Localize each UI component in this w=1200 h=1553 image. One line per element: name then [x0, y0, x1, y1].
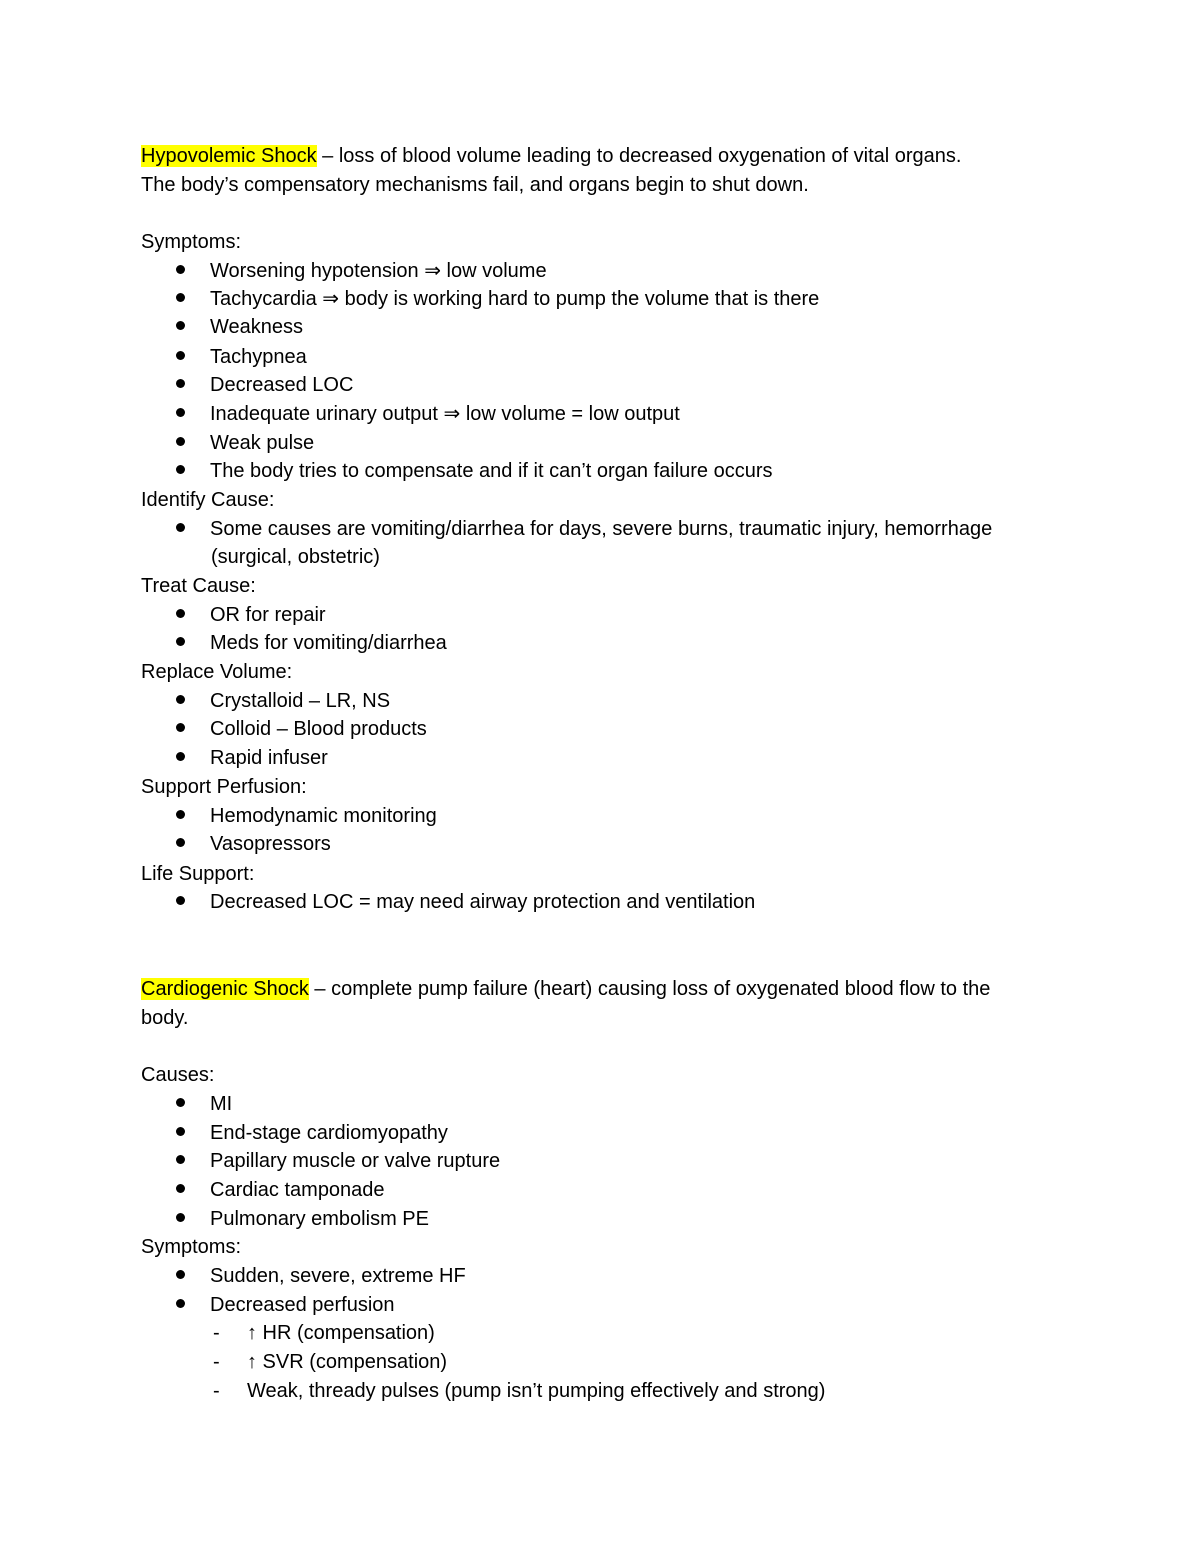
dash-icon: - [213, 1351, 220, 1373]
bullet-icon [176, 637, 185, 646]
replace-volume-label: Replace Volume: [141, 661, 293, 683]
list-item: Hemodynamic monitoring [176, 802, 437, 831]
hypovolemic-definition: – loss of blood volume leading to decreased oxygenation of vital organs. [316, 145, 962, 167]
dash-icon: - [213, 1322, 220, 1344]
list-item: Inadequate urinary output ⇒ low volume = low output [176, 400, 680, 429]
hypovolemic-heading [141, 142, 961, 171]
list-item: Sudden, severe, extreme HF [176, 1262, 466, 1291]
bullet-icon [176, 437, 185, 446]
bullet-icon [176, 293, 185, 302]
bullet-icon [176, 1213, 185, 1222]
bullet-icon [176, 523, 185, 532]
hypovolemic-term: Hypovolemic Shock [141, 145, 317, 167]
bullet-icon [176, 810, 185, 819]
cardiogenic-definition-cont: body. [141, 1007, 189, 1029]
sub-list-item: - ↑ SVR (compensation) [213, 1348, 447, 1377]
list-item: Decreased LOC = may need airway protection and ventilation [176, 888, 755, 917]
bullet-icon [176, 838, 185, 847]
cardiogenic-definition: – complete pump failure (heart) causing loss of oxygenated blood flow to the [308, 978, 991, 1000]
bullet-icon [176, 351, 185, 360]
bullet-icon [176, 1184, 185, 1193]
list-item: Vasopressors [176, 830, 331, 859]
treat-cause-label: Treat Cause: [141, 575, 256, 597]
symptoms-label: Symptoms: [141, 231, 242, 253]
bullet-icon [176, 896, 185, 905]
list-item: Tachypnea [176, 343, 307, 372]
bullet-icon [176, 1127, 185, 1136]
life-support-label: Life Support: [141, 863, 255, 885]
bullet-icon [176, 695, 185, 704]
list-item: Worsening hypotension ⇒ low volume [176, 257, 547, 286]
list-item: Weak pulse [176, 429, 314, 458]
list-item: Meds for vomiting/diarrhea [176, 629, 447, 658]
sub-list-item: - ↑ HR (compensation) [213, 1319, 435, 1348]
support-perfusion-label: Support Perfusion: [141, 776, 307, 798]
identify-cause-label: Identify Cause: [141, 489, 275, 511]
cardiogenic-term: Cardiogenic Shock [141, 978, 309, 1000]
list-item: End-stage cardiomyopathy [176, 1119, 448, 1148]
causes-label: Causes: [141, 1064, 215, 1086]
symptoms-label: Symptoms: [141, 1236, 242, 1258]
list-item: MI [176, 1090, 232, 1119]
list-item: Crystalloid – LR, NS [176, 687, 390, 716]
bullet-icon [176, 408, 185, 417]
bullet-icon [176, 1155, 185, 1164]
list-item: Decreased perfusion [176, 1291, 395, 1320]
list-item: The body tries to compensate and if it can’t organ failure occurs [176, 457, 773, 486]
list-item: Papillary muscle or valve rupture [176, 1147, 500, 1176]
list-item-continuation: (surgical, obstetric) [211, 546, 380, 568]
bullet-icon [176, 609, 185, 618]
bullet-icon [176, 723, 185, 732]
list-item: Decreased LOC [176, 371, 353, 400]
bullet-icon [176, 465, 185, 474]
list-item: Rapid infuser [176, 744, 328, 773]
hypovolemic-definition-cont: The body’s compensatory mechanisms fail, and organs begin to shut down. [141, 174, 809, 196]
sub-list-item: - Weak, thready pulses (pump isn’t pumping effectively and strong) [213, 1377, 825, 1406]
bullet-icon [176, 752, 185, 761]
list-item: Some causes are vomiting/diarrhea for days, severe burns, traumatic injury, hemorrhage [176, 515, 992, 544]
bullet-icon [176, 265, 185, 274]
list-item: OR for repair [176, 601, 326, 630]
dash-icon: - [213, 1380, 220, 1402]
cardiogenic-heading [141, 975, 990, 1004]
list-item: Tachycardia ⇒ body is working hard to pump the volume that is there [176, 285, 819, 314]
list-item: Weakness [176, 313, 303, 342]
bullet-icon [176, 1098, 185, 1107]
list-item: Pulmonary embolism PE [176, 1205, 429, 1234]
bullet-icon [176, 379, 185, 388]
bullet-icon [176, 1270, 185, 1279]
list-item: Cardiac tamponade [176, 1176, 385, 1205]
bullet-icon [176, 1299, 185, 1308]
list-item: Colloid – Blood products [176, 715, 427, 744]
bullet-icon [176, 321, 185, 330]
